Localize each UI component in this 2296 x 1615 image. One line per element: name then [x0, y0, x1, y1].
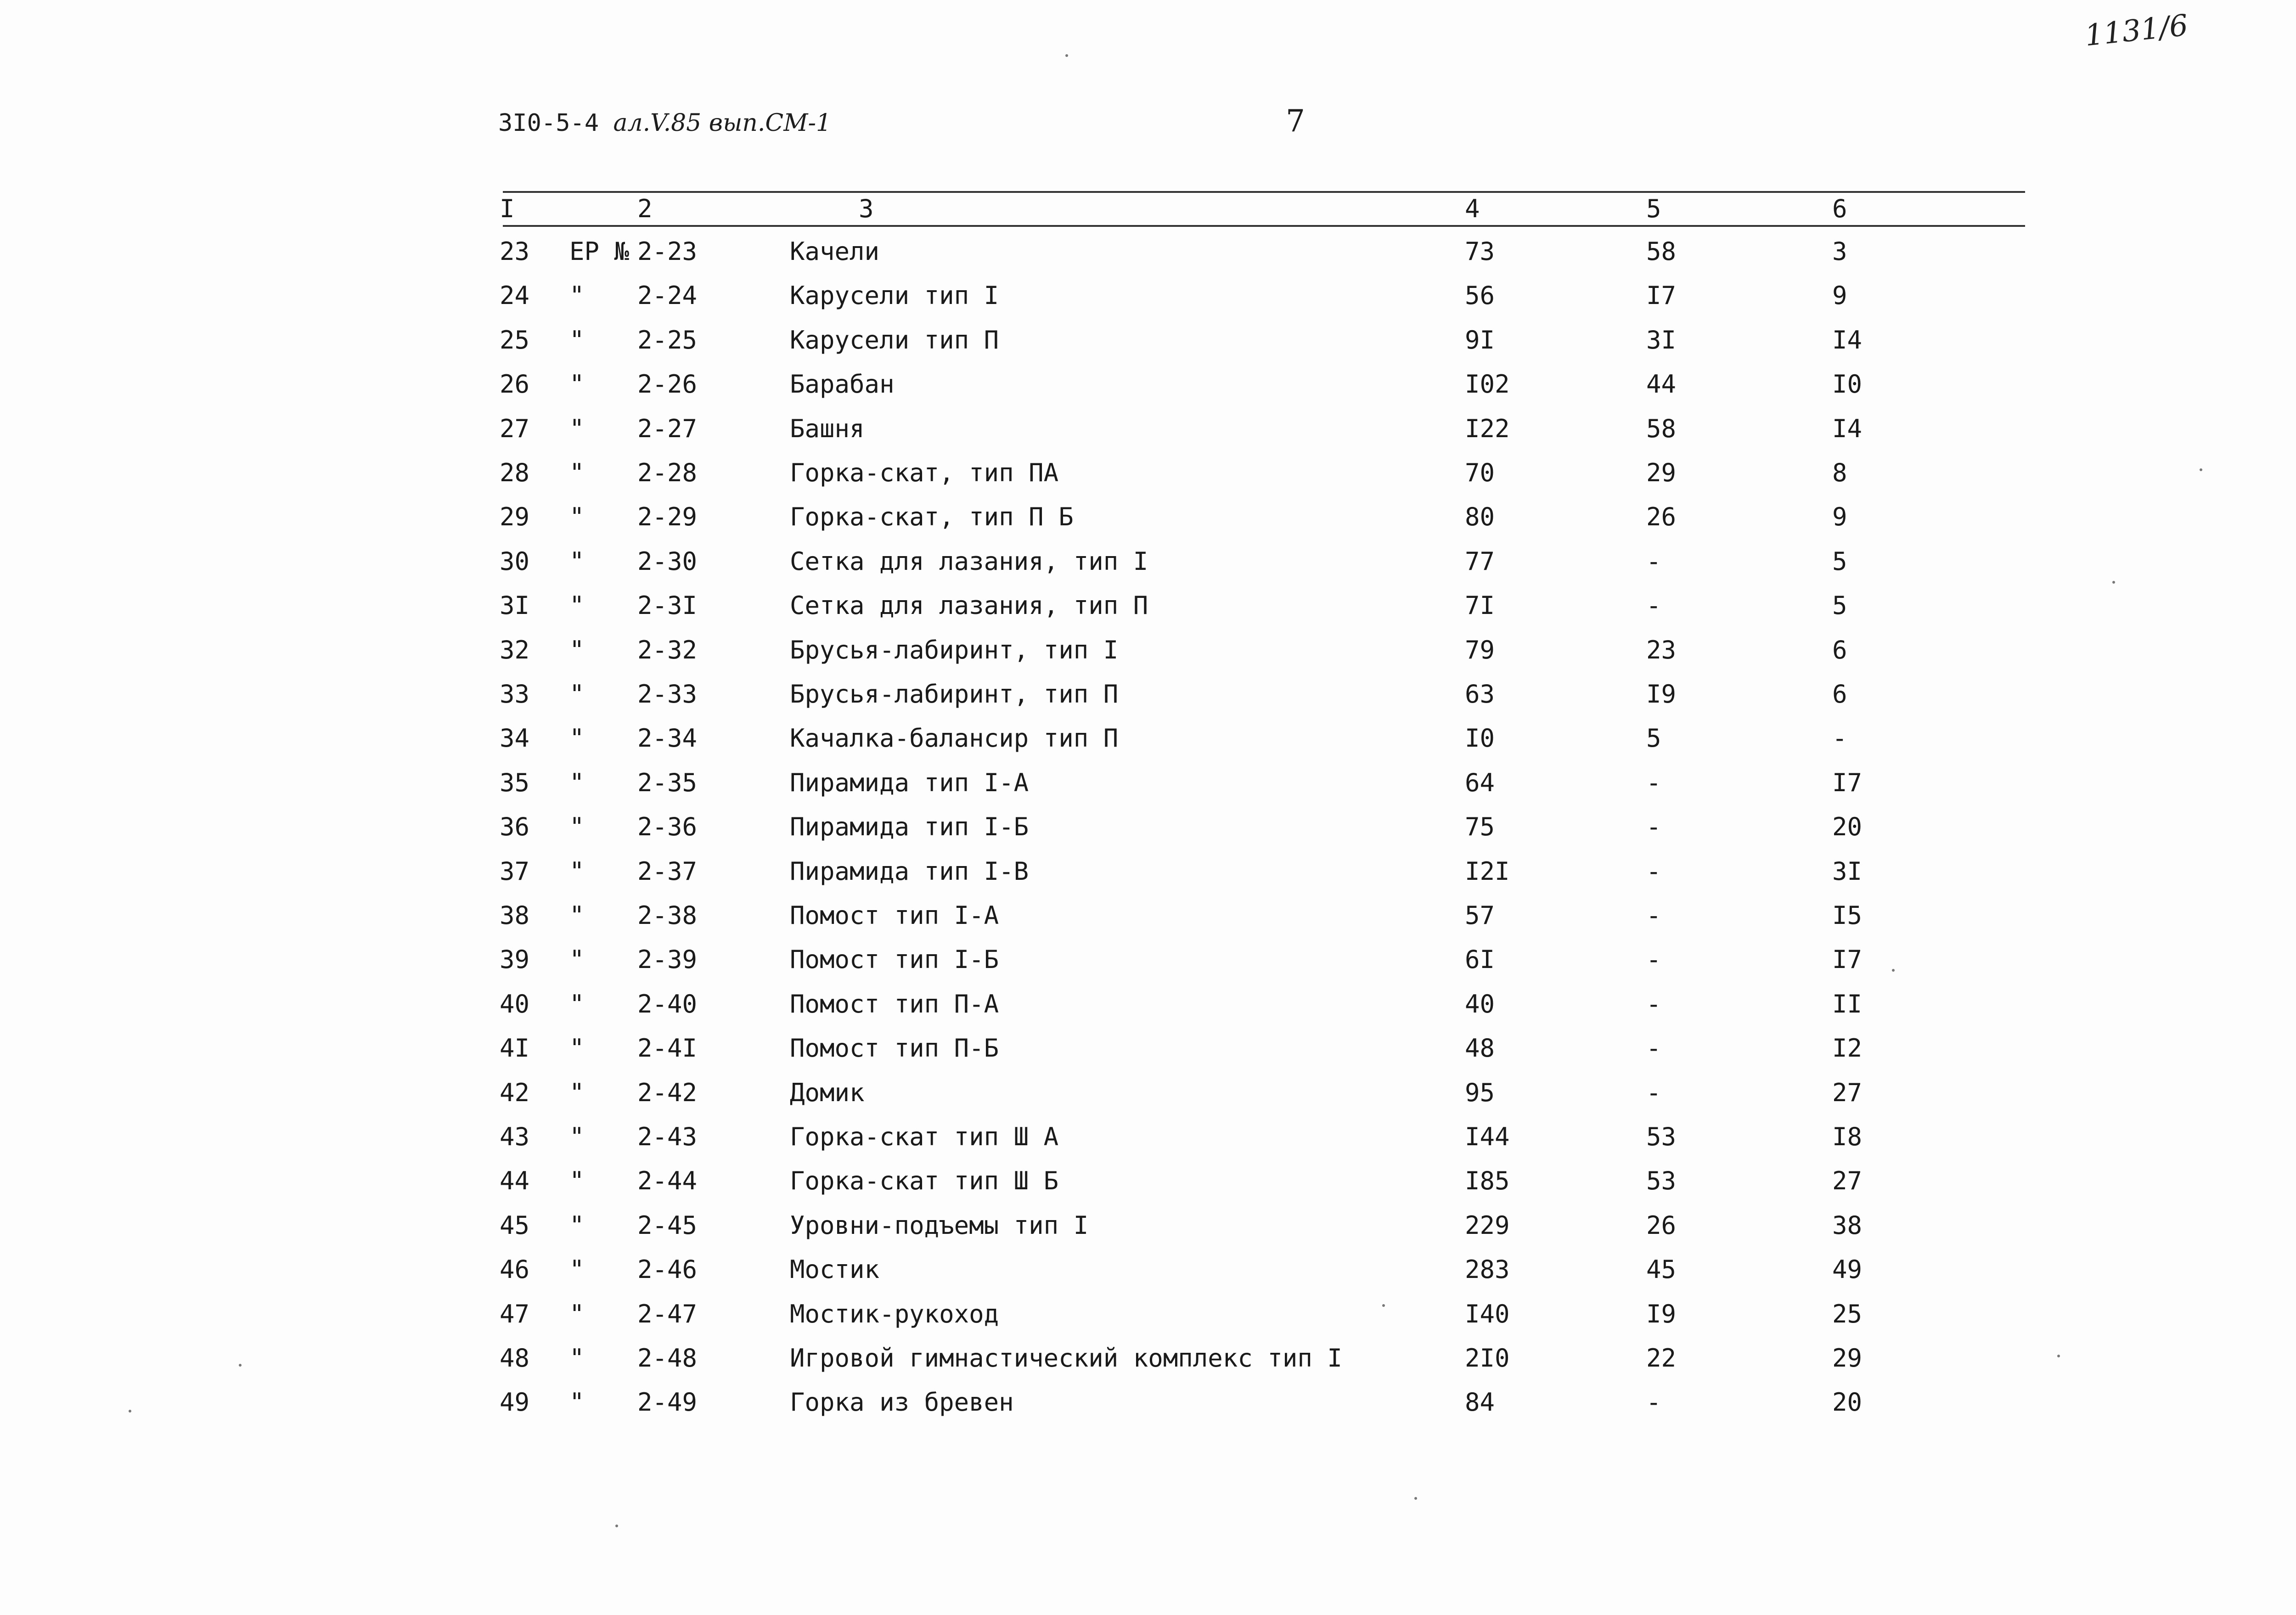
row-item-name: Домик: [790, 1078, 865, 1107]
corner-archive-number: 1131/6: [2083, 8, 2190, 53]
row-item-name: Помост тип П-Б: [790, 1034, 999, 1063]
scan-speck: [2112, 581, 2115, 584]
row-series: ": [569, 1166, 585, 1195]
row-number: 29: [500, 502, 530, 531]
row-code: 2-30: [637, 547, 698, 576]
row-number: 36: [500, 812, 530, 841]
row-series: ": [569, 281, 585, 310]
row-value-col5: -: [1646, 945, 1661, 974]
row-number: 26: [500, 370, 530, 399]
row-number: 34: [500, 724, 530, 753]
row-value-col4: 64: [1465, 768, 1495, 797]
scan-speck: [1892, 969, 1895, 972]
row-code: 2-4I: [637, 1034, 698, 1063]
row-value-col4: I85: [1465, 1166, 1510, 1195]
row-number: 48: [500, 1344, 530, 1373]
row-value-col6: 9: [1832, 281, 1847, 310]
scan-speck: [239, 1364, 242, 1367]
row-item-name: Горка-скат, тип ПА: [790, 458, 1059, 487]
document-code-typed: 3I0-5-4: [498, 109, 599, 137]
row-value-col4: 80: [1465, 502, 1495, 531]
row-value-col5: 23: [1646, 636, 1677, 664]
table-top-rule: [503, 191, 2025, 193]
row-item-name: Уровни-подъемы тип I: [790, 1211, 1089, 1240]
row-value-col4: 95: [1465, 1078, 1495, 1107]
row-code: 2-28: [637, 458, 698, 487]
row-number: 27: [500, 414, 530, 443]
row-value-col6: 20: [1832, 812, 1863, 841]
row-item-name: Мостик-рукоход: [790, 1300, 999, 1328]
row-value-col5: -: [1646, 1034, 1661, 1063]
row-value-col5: 58: [1646, 414, 1677, 443]
row-series: ": [569, 591, 585, 620]
row-number: 42: [500, 1078, 530, 1107]
row-value-col5: I9: [1646, 680, 1677, 709]
row-series: ": [569, 636, 585, 664]
row-series: ": [569, 547, 585, 576]
row-value-col5: 26: [1646, 502, 1677, 531]
row-item-name: Мостик: [790, 1255, 880, 1284]
row-code: 2-37: [637, 857, 698, 886]
row-value-col4: 7I: [1465, 591, 1495, 620]
row-series: ": [569, 1034, 585, 1063]
row-value-col4: 84: [1465, 1388, 1495, 1417]
row-item-name: Брусья-лабиринт, тип П: [790, 680, 1119, 709]
row-series: ": [569, 768, 585, 797]
row-number: 49: [500, 1388, 530, 1417]
row-value-col6: I4: [1832, 414, 1863, 443]
row-series: ": [569, 1344, 585, 1373]
row-code: 2-48: [637, 1344, 698, 1373]
row-value-col5: 53: [1646, 1166, 1677, 1195]
row-code: 2-47: [637, 1300, 698, 1328]
row-series: ЕР №: [569, 237, 630, 266]
row-code: 2-39: [637, 945, 698, 974]
row-value-col5: 58: [1646, 237, 1677, 266]
row-code: 2-36: [637, 812, 698, 841]
row-value-col6: 27: [1832, 1078, 1863, 1107]
row-number: 37: [500, 857, 530, 886]
row-value-col4: 9I: [1465, 326, 1495, 355]
row-number: 28: [500, 458, 530, 487]
row-number: 23: [500, 237, 530, 266]
row-value-col4: 48: [1465, 1034, 1495, 1063]
scan-speck: [129, 1410, 131, 1412]
row-value-col4: I40: [1465, 1300, 1510, 1328]
row-code: 2-24: [637, 281, 698, 310]
row-code: 2-45: [637, 1211, 698, 1240]
table-header-rule: [503, 225, 2025, 227]
row-item-name: Пирамида тип I-А: [790, 768, 1029, 797]
row-series: ": [569, 1122, 585, 1151]
row-number: 32: [500, 636, 530, 664]
scan-speck: [1065, 54, 1068, 57]
row-series: ": [569, 1078, 585, 1107]
row-value-col4: 77: [1465, 547, 1495, 576]
row-item-name: Пирамида тип I-Б: [790, 812, 1029, 841]
row-value-col6: 49: [1832, 1255, 1863, 1284]
row-series: ": [569, 1255, 585, 1284]
page-number: 7: [1286, 103, 1305, 139]
row-value-col6: 6: [1832, 636, 1847, 664]
row-item-name: Горка-скат, тип П Б: [790, 502, 1074, 531]
row-code: 2-44: [637, 1166, 698, 1195]
row-value-col6: 5: [1832, 591, 1847, 620]
column-header-6: 6: [1832, 194, 1847, 223]
row-value-col4: I0: [1465, 724, 1495, 753]
row-value-col5: -: [1646, 1388, 1661, 1417]
row-number: 46: [500, 1255, 530, 1284]
row-code: 2-34: [637, 724, 698, 753]
row-code: 2-29: [637, 502, 698, 531]
row-value-col6: I7: [1832, 945, 1863, 974]
row-item-name: Пирамида тип I-В: [790, 857, 1029, 886]
row-value-col6: I7: [1832, 768, 1863, 797]
row-series: ": [569, 857, 585, 886]
row-value-col4: 63: [1465, 680, 1495, 709]
row-item-name: Горка-скат тип Ш Б: [790, 1166, 1059, 1195]
row-series: ": [569, 990, 585, 1019]
row-item-name: Карусели тип I: [790, 281, 999, 310]
row-value-col5: -: [1646, 591, 1661, 620]
row-value-col4: 70: [1465, 458, 1495, 487]
row-value-col5: -: [1646, 857, 1661, 886]
row-value-col5: 26: [1646, 1211, 1677, 1240]
row-value-col4: 40: [1465, 990, 1495, 1019]
row-value-col6: 20: [1832, 1388, 1863, 1417]
row-item-name: Сетка для лазания, тип П: [790, 591, 1148, 620]
row-series: ": [569, 724, 585, 753]
row-value-col4: 56: [1465, 281, 1495, 310]
row-value-col5: -: [1646, 901, 1661, 930]
column-header-1: I: [500, 194, 515, 223]
scan-speck: [1382, 1304, 1385, 1307]
row-number: 40: [500, 990, 530, 1019]
row-value-col6: -: [1832, 724, 1847, 753]
row-value-col6: 38: [1832, 1211, 1863, 1240]
row-value-col5: 53: [1646, 1122, 1677, 1151]
row-series: ": [569, 326, 585, 355]
row-value-col5: -: [1646, 990, 1661, 1019]
row-value-col6: I5: [1832, 901, 1863, 930]
row-value-col6: 3I: [1832, 857, 1863, 886]
row-value-col6: I2: [1832, 1034, 1863, 1063]
column-header-4: 4: [1465, 194, 1480, 223]
row-value-col4: 6I: [1465, 945, 1495, 974]
row-code: 2-33: [637, 680, 698, 709]
row-value-col4: 79: [1465, 636, 1495, 664]
row-number: 39: [500, 945, 530, 974]
row-item-name: Игровой гимнастический комплекс тип I: [790, 1344, 1342, 1373]
row-value-col6: 3: [1832, 237, 1847, 266]
row-value-col6: 5: [1832, 547, 1847, 576]
row-value-col4: 73: [1465, 237, 1495, 266]
row-item-name: Качели: [790, 237, 880, 266]
scan-speck: [1414, 1497, 1417, 1500]
row-value-col4: I44: [1465, 1122, 1510, 1151]
row-code: 2-3I: [637, 591, 698, 620]
row-value-col5: 5: [1646, 724, 1661, 753]
scan-speck: [2200, 468, 2202, 471]
row-value-col4: I2I: [1465, 857, 1510, 886]
column-header-2: 2: [637, 194, 653, 223]
row-code: 2-32: [637, 636, 698, 664]
row-number: 43: [500, 1122, 530, 1151]
row-item-name: Помост тип I-А: [790, 901, 999, 930]
row-value-col6: 29: [1832, 1344, 1863, 1373]
document-code: [498, 109, 831, 137]
row-value-col5: I9: [1646, 1300, 1677, 1328]
row-value-col5: 29: [1646, 458, 1677, 487]
row-number: 45: [500, 1211, 530, 1240]
document-code-handwritten: ал.V.85 вып.СМ-1: [613, 109, 832, 137]
row-item-name: Помост тип П-А: [790, 990, 999, 1019]
row-code: 2-26: [637, 370, 698, 399]
row-value-col6: 9: [1832, 502, 1847, 531]
row-series: ": [569, 680, 585, 709]
row-number: 38: [500, 901, 530, 930]
row-code: 2-46: [637, 1255, 698, 1284]
row-number: 3I: [500, 591, 530, 620]
column-header-3: 3: [859, 194, 874, 223]
row-series: ": [569, 502, 585, 531]
row-code: 2-43: [637, 1122, 698, 1151]
row-series: ": [569, 1300, 585, 1328]
row-item-name: Карусели тип П: [790, 326, 999, 355]
row-item-name: Сетка для лазания, тип I: [790, 547, 1148, 576]
row-value-col6: I8: [1832, 1122, 1863, 1151]
row-value-col6: 6: [1832, 680, 1847, 709]
row-item-name: Помост тип I-Б: [790, 945, 999, 974]
row-value-col4: I02: [1465, 370, 1510, 399]
row-value-col6: II: [1832, 990, 1863, 1019]
row-series: ": [569, 901, 585, 930]
row-series: ": [569, 458, 585, 487]
row-value-col5: 45: [1646, 1255, 1677, 1284]
row-value-col5: 22: [1646, 1344, 1677, 1373]
row-value-col6: I4: [1832, 326, 1863, 355]
row-number: 35: [500, 768, 530, 797]
row-number: 47: [500, 1300, 530, 1328]
row-value-col4: 2I0: [1465, 1344, 1510, 1373]
row-item-name: Башня: [790, 414, 865, 443]
row-series: ": [569, 812, 585, 841]
row-number: 24: [500, 281, 530, 310]
row-number: 4I: [500, 1034, 530, 1063]
row-series: ": [569, 1211, 585, 1240]
row-value-col5: 3I: [1646, 326, 1677, 355]
row-number: 25: [500, 326, 530, 355]
row-code: 2-23: [637, 237, 698, 266]
row-item-name: Горка из бревен: [790, 1388, 1014, 1417]
row-value-col6: 8: [1832, 458, 1847, 487]
column-header-5: 5: [1646, 194, 1661, 223]
row-code: 2-25: [637, 326, 698, 355]
row-value-col6: I0: [1832, 370, 1863, 399]
row-value-col5: -: [1646, 1078, 1661, 1107]
row-item-name: Качалка-балансир тип П: [790, 724, 1119, 753]
row-code: 2-42: [637, 1078, 698, 1107]
row-item-name: Барабан: [790, 370, 895, 399]
row-value-col5: -: [1646, 812, 1661, 841]
row-code: 2-38: [637, 901, 698, 930]
row-value-col6: 27: [1832, 1166, 1863, 1195]
row-value-col4: 229: [1465, 1211, 1510, 1240]
row-value-col4: I22: [1465, 414, 1510, 443]
row-value-col6: 25: [1832, 1300, 1863, 1328]
row-value-col4: 75: [1465, 812, 1495, 841]
row-series: ": [569, 414, 585, 443]
row-number: 44: [500, 1166, 530, 1195]
row-item-name: Горка-скат тип Ш А: [790, 1122, 1059, 1151]
row-code: 2-49: [637, 1388, 698, 1417]
row-number: 33: [500, 680, 530, 709]
scan-speck: [615, 1525, 618, 1527]
row-value-col4: 283: [1465, 1255, 1510, 1284]
row-code: 2-40: [637, 990, 698, 1019]
row-code: 2-35: [637, 768, 698, 797]
row-value-col4: 57: [1465, 901, 1495, 930]
row-number: 30: [500, 547, 530, 576]
row-code: 2-27: [637, 414, 698, 443]
row-value-col5: 44: [1646, 370, 1677, 399]
row-series: ": [569, 945, 585, 974]
row-series: ": [569, 1388, 585, 1417]
row-value-col5: -: [1646, 768, 1661, 797]
row-value-col5: I7: [1646, 281, 1677, 310]
row-series: ": [569, 370, 585, 399]
row-value-col5: -: [1646, 547, 1661, 576]
scan-speck: [2057, 1355, 2060, 1357]
row-item-name: Брусья-лабиринт, тип I: [790, 636, 1119, 664]
